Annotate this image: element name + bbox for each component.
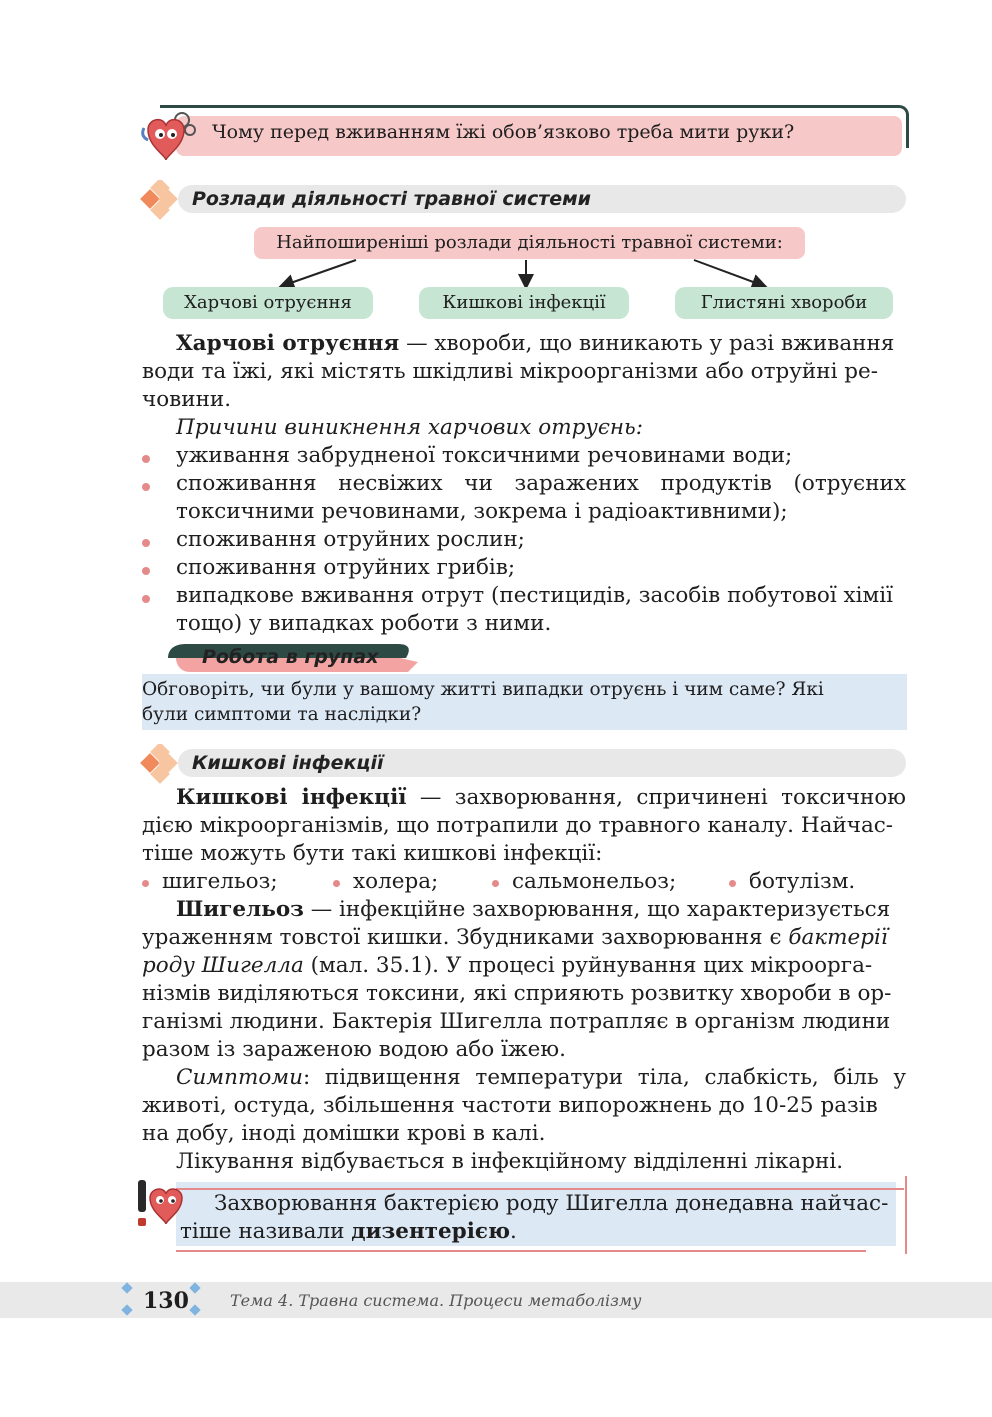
list-item-cont: тощо) у випадках роботи з ними. bbox=[176, 611, 552, 636]
note-text: Захворювання бактерією роду Шигелла донедавна найчас- bbox=[214, 1191, 889, 1216]
list-item: споживання несвіжих чи заражених продуктів (отруєних bbox=[176, 471, 906, 496]
bullet-icon bbox=[333, 880, 340, 887]
paragraph-line: ураженням товстої кишки. Збудниками захворювання є бактерії bbox=[142, 925, 888, 950]
list-item: ботулізм. bbox=[749, 869, 856, 894]
list-item: споживання отруйних рослин; bbox=[176, 527, 525, 552]
paragraph-line: човини. bbox=[142, 387, 232, 412]
list-item: споживання отруйних грибів; bbox=[176, 555, 516, 580]
paragraph-line: нізмів виділяються токсини, які сприяють розвитку хвороби в ор- bbox=[142, 981, 892, 1006]
scheme-item: Глистяні хвороби bbox=[675, 287, 893, 319]
list-item: холера; bbox=[353, 869, 439, 894]
paragraph-line: тіше можуть бути такі кишкові інфекції: bbox=[142, 841, 603, 866]
bullet-icon bbox=[142, 455, 150, 463]
list-item: сальмонельоз; bbox=[512, 869, 677, 894]
bullet-icon bbox=[729, 880, 736, 887]
paragraph-line: Шигельоз — інфекційне захворювання, що характеризується bbox=[176, 897, 891, 922]
bullet-icon bbox=[142, 880, 149, 887]
bullet-icon bbox=[142, 483, 150, 491]
paragraph-line: Харчові отруєння — хвороби, що виникають у разі вживання bbox=[176, 331, 895, 356]
scheme-item: Харчові отруєння bbox=[163, 287, 373, 319]
paragraph-line: ганізмі людини. Бактерія Шигелла потрапляє в організм людини bbox=[142, 1009, 891, 1034]
causes-title: Причини виникнення харчових отруєнь: bbox=[176, 415, 643, 440]
heart-mascot-icon bbox=[138, 110, 202, 166]
paragraph-line: разом із зараженою водою або їжею. bbox=[142, 1037, 566, 1062]
section-title: Кишкові інфекції bbox=[192, 752, 384, 774]
note-divider bbox=[905, 1176, 907, 1254]
bullet-icon bbox=[142, 539, 150, 547]
page-number: 130 bbox=[143, 1288, 189, 1314]
paragraph-line: дією мікроорганізмів, що потрапили до травного каналу. Найчас- bbox=[142, 813, 894, 838]
paragraph-line: Лікування відбувається в інфекційному відділенні лікарні. bbox=[176, 1149, 844, 1174]
list-item: уживання забрудненої токсичними речовинами води; bbox=[176, 443, 793, 468]
group-work-text: Обговоріть, чи були у вашому житті випадки отруєнь і чим саме? Які bbox=[142, 679, 824, 700]
note-divider bbox=[176, 1250, 866, 1252]
paragraph-line: животі, остуда, збільшення частоти випорожнень до 10-25 разів bbox=[142, 1093, 878, 1118]
question-text: Чому перед вживанням їжі обов’язково треба мити руки? bbox=[212, 121, 795, 143]
paragraph-line: Кишкові інфекції — захворювання, спричинені токсичною bbox=[176, 785, 906, 810]
paragraph-line: Симптоми: підвищення температури тіла, слабкість, біль у bbox=[176, 1065, 906, 1090]
footer-text: Тема 4. Травна система. Процеси метаболізму bbox=[230, 1291, 642, 1310]
list-item: випадкове вживання отрут (пестицидів, засобів побутової хімії bbox=[176, 583, 894, 608]
note-text: тіше називали дизентерією. bbox=[180, 1219, 517, 1244]
paragraph-line: води та їжі, які містять шкідливі мікроорганізми або отруйні ре- bbox=[142, 359, 879, 384]
scheme-item: Кишкові інфекції bbox=[419, 287, 629, 319]
bullet-icon bbox=[142, 595, 150, 603]
group-work-title: Робота в групах bbox=[202, 646, 379, 668]
list-item: шигельоз; bbox=[162, 869, 278, 894]
paragraph-line: роду Шигелла (мал. 35.1). У процесі руйнування цих мікроорга- bbox=[142, 953, 873, 978]
bullet-icon bbox=[492, 880, 499, 887]
scheme-title: Найпоширеніші розлади діяльності травної системи: bbox=[254, 227, 805, 259]
section-title: Розлади діяльності травної системи bbox=[192, 188, 591, 210]
list-item-cont: токсичними речовинами, зокрема і радіоактивними); bbox=[176, 499, 788, 524]
paragraph-line: на добу, іноді домішки крові в калі. bbox=[142, 1121, 546, 1146]
bullet-icon bbox=[142, 567, 150, 575]
group-work-text: були симптоми та наслідки? bbox=[142, 704, 422, 725]
